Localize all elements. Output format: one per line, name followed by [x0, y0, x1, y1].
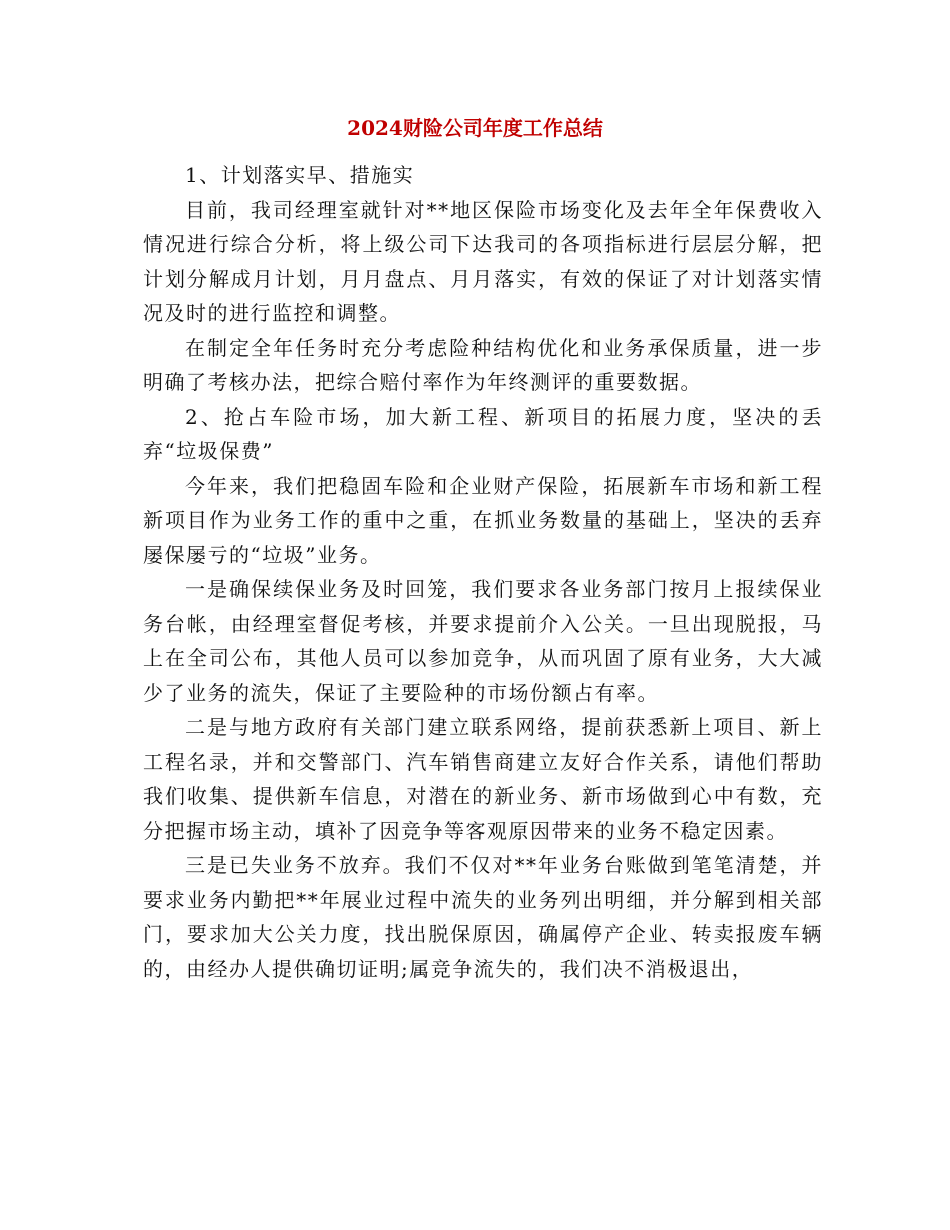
paragraph: 二是与地方政府有关部门建立联系网络，提前获悉新上项目、新上工程名录，并和交警部门、汽车销售商建立友好合作关系，请他们帮助我们收集、提供新车信息，对潜在的新业务、新市场做到心中有数，充分把握市场主动，填补了因竞争等客观原因带来的业务不稳定因素。 — [143, 715, 823, 843]
paragraph: 2、抢占车险市场，加大新工程、新项目的拓展力度，坚决的丢弃“垃圾保费” — [143, 404, 823, 463]
paragraph: 目前，我司经理室就针对**地区保险市场变化及去年全年保费收入情况进行综合分析，将上级公司下达我司的各项指标进行层层分解，把计划分解成月计划，月月盘点、月月落实，有效的保证了对计划落实情况及时的进行监控和调整。 — [143, 197, 823, 325]
paragraph: 在制定全年任务时充分考虑险种结构优化和业务承保质量，进一步明确了考核办法，把综合赔付率作为年终测评的重要数据。 — [143, 335, 823, 394]
paragraph: 1、计划落实早、措施实 — [185, 163, 415, 187]
paragraph: 一是确保续保业务及时回笼，我们要求各业务部门按月上报续保业务台帐，由经理室督促考核，并要求提前介入公关。一旦出现脱报，马上在全司公布，其他人员可以参加竞争，从而巩固了原有业务，大大减少了业务的流失，保证了主要险种的市场份额占有率。 — [143, 577, 823, 705]
paragraph: 今年来，我们把稳固车险和企业财产保险，拓展新车市场和新工程新项目作为业务工作的重中之重，在抓业务数量的基础上，坚决的丢弃屡保屡亏的“垃圾”业务。 — [143, 473, 823, 567]
paragraph: 三是已失业务不放弃。我们不仅对**年业务台账做到笔笔清楚，并要求业务内勤把**年展业过程中流失的业务列出明细，并分解到相关部门，要求加大公关力度，找出脱保原因，确属停产企业、转卖报废车辆的，由经办人提供确切证明;属竞争流失的，我们决不消极退出， — [143, 853, 823, 981]
document-title: 2024财险公司年度工作总结 — [347, 116, 603, 140]
document-body — [143, 158, 823, 986]
